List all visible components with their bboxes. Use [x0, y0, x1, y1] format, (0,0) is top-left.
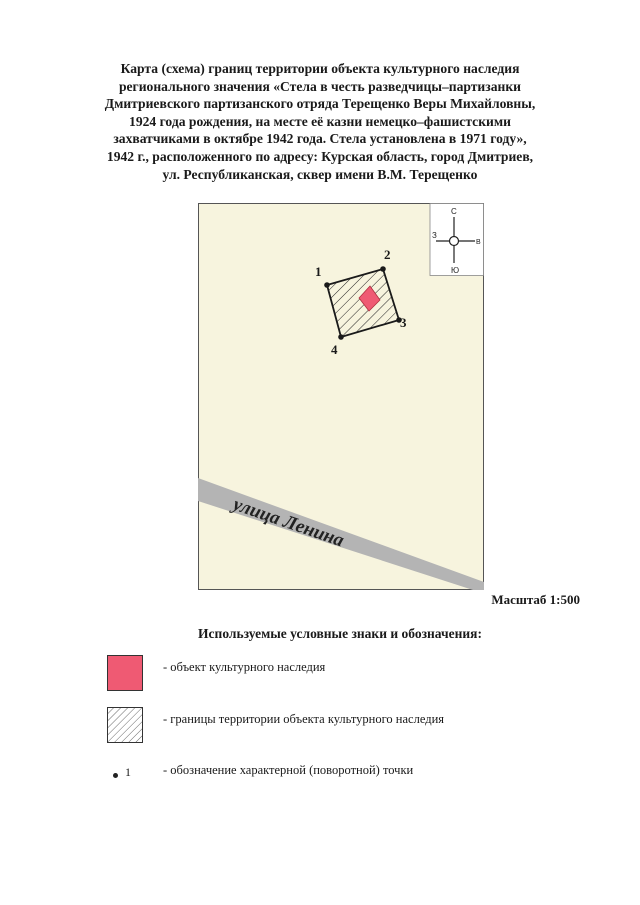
legend-heading: Используемые условные знаки и обозначения: — [198, 626, 482, 641]
point-label-3: 3 — [400, 315, 407, 330]
compass-north-label: С — [451, 207, 457, 216]
scale-label: Масштаб 1:500 — [491, 592, 580, 607]
legend-item-boundary — [100, 707, 560, 747]
legend-item-object — [100, 655, 560, 695]
point-marker-icon — [113, 773, 118, 778]
title-line: захватчиками в октябре 1942 года. Стела установлена в 1971 году», — [113, 131, 527, 147]
title-line: Карта (схема) границ территории объекта культурного наследия — [120, 61, 520, 76]
document-title — [60, 60, 580, 183]
title-line: Дмитриевского партизанского отряда Терещенко Веры Михайловны, — [104, 96, 536, 112]
compass-rose — [430, 204, 484, 276]
map-scheme — [198, 203, 484, 590]
title-line: 1924 года рождения, на месте её казни немецко–фашистскими — [129, 113, 511, 129]
title-line: регионального значения «Стела в честь разведчицы–партизанки — [118, 78, 522, 94]
legend-item-point — [100, 763, 560, 783]
point-sample-number: 1 — [125, 765, 131, 779]
boundary-point — [380, 266, 386, 272]
point-label-1: 1 — [315, 264, 322, 279]
legend-point-label: - обозначение характерной (поворотной) точки — [163, 763, 414, 777]
point-label-2: 2 — [384, 247, 391, 262]
compass-east-label: В — [476, 239, 481, 246]
compass-south-label: Ю — [451, 266, 460, 275]
title-line: ул. Республиканская, сквер имени В.М. Терещенко — [162, 166, 478, 182]
title-line: 1942 г., расположенного по адресу: Курская область, город Дмитриев, — [106, 148, 534, 164]
street-label: улица Ленина — [230, 493, 347, 552]
point-label-4: 4 — [331, 342, 338, 357]
boundary-point — [324, 282, 330, 288]
object-swatch — [107, 655, 143, 691]
boundary-point — [338, 334, 344, 340]
legend-object-label: - объект культурного наследия — [163, 660, 326, 674]
compass-west-label: З — [432, 231, 437, 240]
boundary-swatch — [107, 707, 143, 743]
legend-boundary-label: - границы территории объекта культурного наследия — [163, 712, 445, 726]
